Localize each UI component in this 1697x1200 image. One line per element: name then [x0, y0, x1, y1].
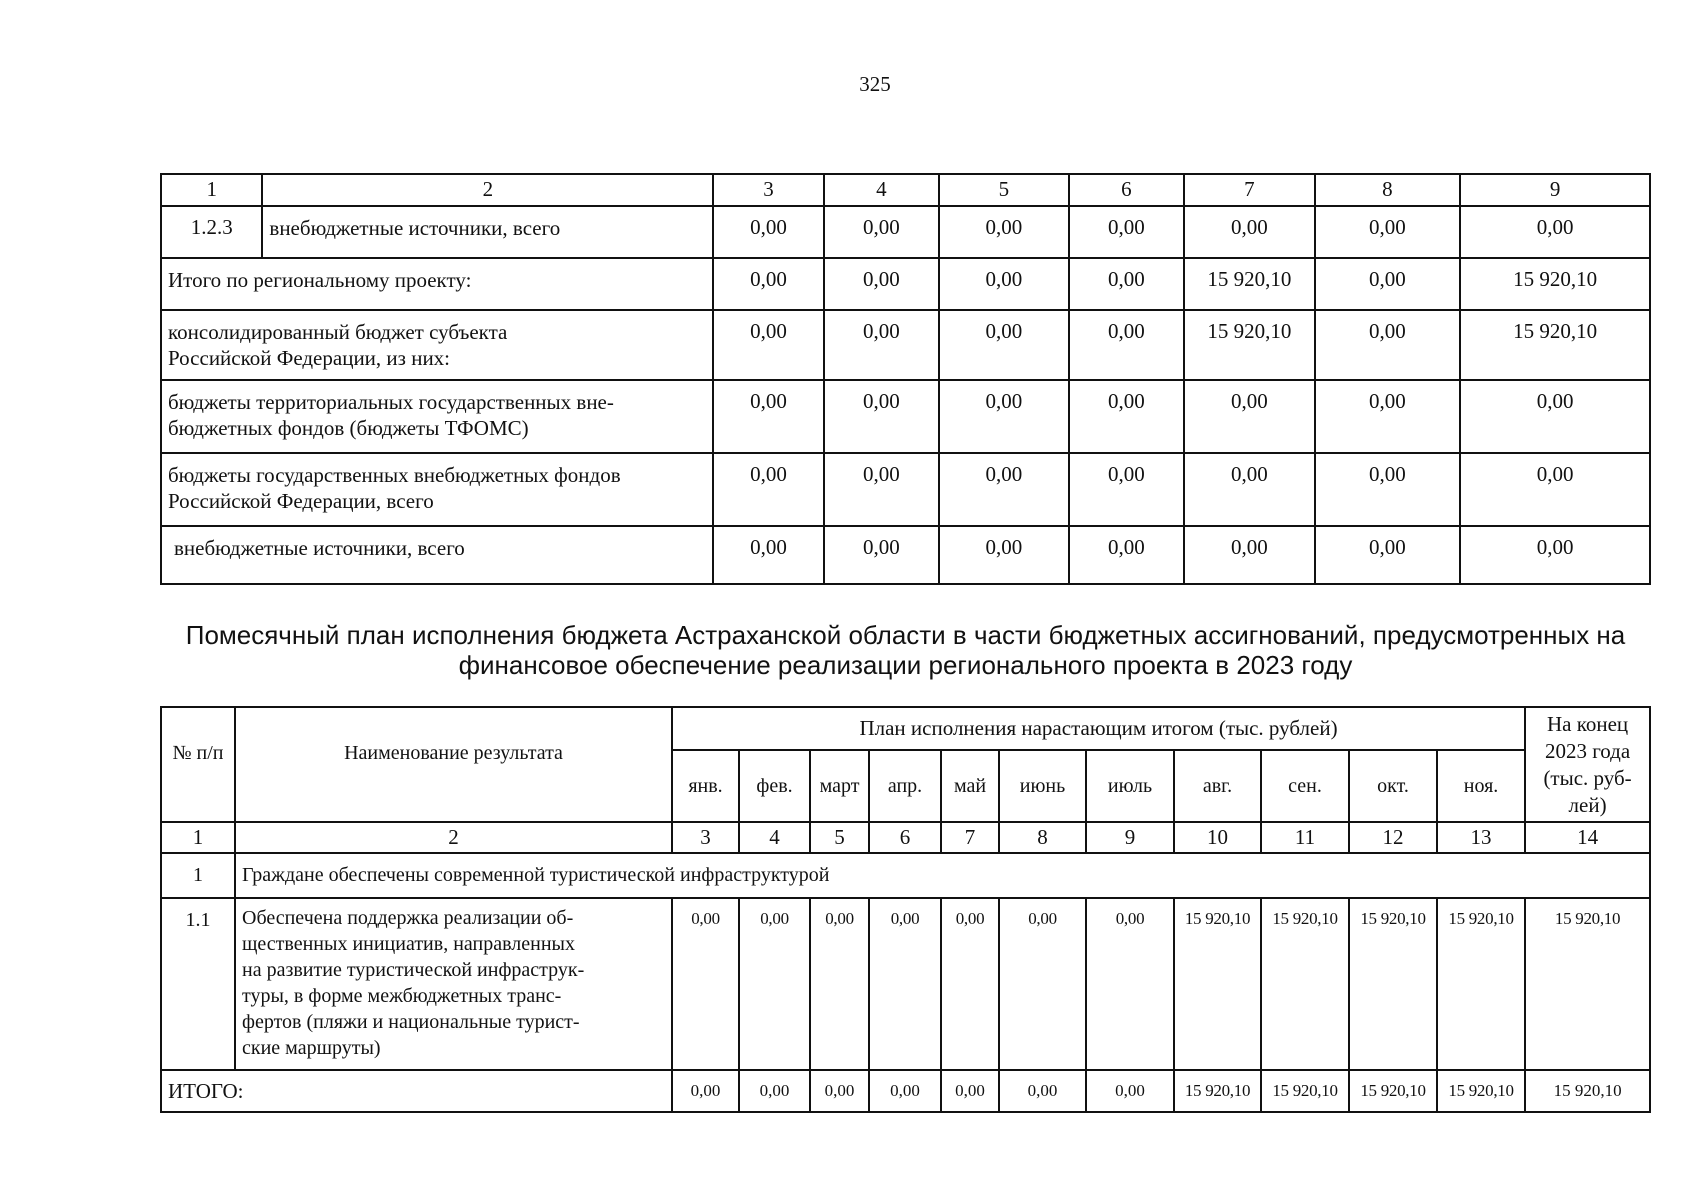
value-cell: 0,00	[1086, 898, 1174, 1070]
col-number: 1	[161, 174, 262, 206]
month-sep: сен.	[1261, 750, 1349, 822]
value-cell: 0,00	[713, 526, 823, 584]
col-number: 4	[739, 822, 810, 853]
value-cell: 15 920,10	[1184, 310, 1315, 380]
value-cell: 15 920,10	[1261, 898, 1349, 1070]
section-title-line: финансовое обеспечение реализации регионального проекта в 2023 году	[458, 650, 1353, 680]
value-cell: 0,00	[1069, 526, 1184, 584]
month-jan: янв.	[672, 750, 739, 822]
value-cell: 0,00	[713, 380, 823, 453]
value-cell: 0,00	[999, 898, 1086, 1070]
value-cell: 0,00	[824, 258, 939, 310]
value-cell: 0,00	[810, 898, 869, 1070]
value-cell: 0,00	[1460, 380, 1650, 453]
col-number: 6	[1069, 174, 1184, 206]
page-number: 325	[859, 72, 891, 96]
label-line: щественных инициатив, направленных	[242, 933, 575, 955]
label-line: бюджеты государственных внебюджетных фондов	[168, 463, 621, 487]
value-cell: 15 920,10	[1525, 898, 1650, 1070]
value-cell: 0,00	[1315, 453, 1461, 526]
budget-summary-table	[160, 173, 1651, 585]
value-cell: 0,00	[1315, 526, 1461, 584]
col-number: 1	[161, 822, 235, 853]
total-row	[161, 1070, 1650, 1112]
value-cell: 0,00	[810, 1070, 869, 1112]
value-cell: 0,00	[1460, 526, 1650, 584]
value-cell: 0,00	[939, 206, 1069, 258]
value-cell: 0,00	[1315, 258, 1461, 310]
col-number: 6	[869, 822, 941, 853]
value-cell: 0,00	[1460, 453, 1650, 526]
month-apr: апр.	[869, 750, 941, 822]
row-number: 1.2.3	[161, 206, 262, 258]
value-cell: 0,00	[1184, 206, 1315, 258]
col-number: 14	[1525, 822, 1650, 853]
col-number: 7	[941, 822, 999, 853]
value-cell: 0,00	[1184, 526, 1315, 584]
value-cell: 0,00	[869, 1070, 941, 1112]
value-cell: 15 920,10	[1184, 258, 1315, 310]
row-label	[161, 453, 713, 526]
value-cell: 0,00	[1315, 206, 1461, 258]
header-line: 2023 года	[1544, 738, 1631, 763]
value-cell: 0,00	[1184, 453, 1315, 526]
table-row	[161, 258, 1650, 310]
group-row	[161, 853, 1650, 898]
col-number: 9	[1086, 822, 1174, 853]
value-cell: 0,00	[939, 526, 1069, 584]
value-cell: 0,00	[1069, 310, 1184, 380]
result-label	[235, 898, 672, 1070]
header-end-of-year	[1525, 707, 1650, 822]
label-line: Российской Федерации, всего	[168, 489, 434, 513]
value-cell: 15 920,10	[1261, 1070, 1349, 1112]
value-cell: 0,00	[1460, 206, 1650, 258]
header-line: На конец	[1546, 711, 1629, 736]
col-number: 11	[1261, 822, 1349, 853]
value-cell: 0,00	[941, 898, 999, 1070]
value-cell: 0,00	[713, 206, 823, 258]
value-cell: 0,00	[999, 1070, 1086, 1112]
value-cell: 15 920,10	[1174, 1070, 1261, 1112]
value-cell: 0,00	[739, 1070, 810, 1112]
month-oct: окт.	[1349, 750, 1437, 822]
table-row	[161, 206, 1650, 258]
col-number: 4	[824, 174, 939, 206]
value-cell: 15 920,10	[1174, 898, 1261, 1070]
col-number: 2	[262, 174, 713, 206]
col-number: 13	[1437, 822, 1525, 853]
value-cell: 15 920,10	[1460, 258, 1650, 310]
label-line: на развитие туристической инфраструк-	[242, 959, 585, 981]
col-number: 3	[672, 822, 739, 853]
col-number: 12	[1349, 822, 1437, 853]
month-nov: ноя.	[1437, 750, 1525, 822]
result-row	[161, 898, 1650, 1070]
value-cell: 0,00	[824, 380, 939, 453]
section-title-line: Помесячный план исполнения бюджета Астраханской области в части бюджетных ассигнований, предусмотренных на	[185, 620, 1626, 650]
row-label	[161, 310, 713, 380]
table-row	[161, 526, 1650, 584]
header-row	[161, 707, 1650, 750]
value-cell: 0,00	[1315, 380, 1461, 453]
monthly-plan-table	[160, 706, 1651, 1113]
value-cell: 0,00	[713, 310, 823, 380]
group-label: Граждане обеспечены современной туристической инфраструктурой	[235, 853, 1650, 898]
value-cell: 0,00	[824, 526, 939, 584]
label-line: Обеспечена поддержка реализации об-	[242, 907, 574, 929]
header-result-name: Наименование результата	[235, 707, 672, 822]
month-may: май	[941, 750, 999, 822]
row-label: внебюджетные источники, всего	[161, 526, 713, 584]
month-mar: март	[810, 750, 869, 822]
header-line: лей)	[1568, 792, 1607, 817]
table-row	[161, 310, 1650, 380]
value-cell: 0,00	[713, 453, 823, 526]
value-cell: 0,00	[1069, 380, 1184, 453]
value-cell: 0,00	[939, 258, 1069, 310]
value-cell: 0,00	[1069, 206, 1184, 258]
table-row	[161, 380, 1650, 453]
value-cell: 15 920,10	[1349, 1070, 1437, 1112]
value-cell: 15 920,10	[1525, 1070, 1650, 1112]
section-title	[160, 620, 1651, 680]
col-number: 9	[1460, 174, 1650, 206]
header-line: (тыс. руб-	[1543, 765, 1632, 790]
value-cell: 0,00	[672, 898, 739, 1070]
value-cell: 0,00	[1184, 380, 1315, 453]
month-jun: июнь	[999, 750, 1086, 822]
value-cell: 0,00	[1069, 453, 1184, 526]
col-number: 2	[235, 822, 672, 853]
col-number: 10	[1174, 822, 1261, 853]
value-cell: 0,00	[824, 453, 939, 526]
label-line: фертов (пляжи и национальные турист-	[242, 1011, 580, 1033]
header-num: № п/п	[161, 707, 235, 822]
column-number-row	[161, 174, 1650, 206]
label-line: ские маршруты)	[242, 1037, 381, 1059]
row-label	[161, 380, 713, 453]
col-number: 3	[713, 174, 823, 206]
col-number: 8	[999, 822, 1086, 853]
label-line: туры, в форме межбюджетных транс-	[242, 985, 562, 1007]
row-label: Итого по региональному проекту:	[161, 258, 713, 310]
month-jul: июль	[1086, 750, 1174, 822]
label-line: бюджетных фондов (бюджеты ТФОМС)	[168, 416, 529, 440]
value-cell: 15 920,10	[1349, 898, 1437, 1070]
row-label: внебюджетные источники, всего	[262, 206, 713, 258]
value-cell: 0,00	[713, 258, 823, 310]
value-cell: 0,00	[739, 898, 810, 1070]
value-cell: 0,00	[824, 310, 939, 380]
col-number: 5	[939, 174, 1069, 206]
value-cell: 15 920,10	[1437, 898, 1525, 1070]
table-row	[161, 453, 1650, 526]
column-number-row	[161, 822, 1650, 853]
total-label: ИТОГО:	[161, 1070, 672, 1112]
value-cell: 0,00	[1315, 310, 1461, 380]
result-number: 1.1	[161, 898, 235, 1070]
month-aug: авг.	[1174, 750, 1261, 822]
col-number: 5	[810, 822, 869, 853]
header-plan: План исполнения нарастающим итогом (тыс. рублей)	[672, 707, 1525, 750]
value-cell: 0,00	[672, 1070, 739, 1112]
value-cell: 0,00	[1086, 1070, 1174, 1112]
value-cell: 0,00	[939, 380, 1069, 453]
value-cell: 15 920,10	[1460, 310, 1650, 380]
value-cell: 0,00	[941, 1070, 999, 1112]
value-cell: 0,00	[939, 310, 1069, 380]
value-cell: 0,00	[939, 453, 1069, 526]
label-line: Российской Федерации, из них:	[168, 346, 451, 370]
value-cell: 0,00	[1069, 258, 1184, 310]
value-cell: 0,00	[869, 898, 941, 1070]
label-line: консолидированный бюджет субъекта	[168, 320, 508, 344]
col-number: 8	[1315, 174, 1461, 206]
col-number: 7	[1184, 174, 1315, 206]
value-cell: 0,00	[824, 206, 939, 258]
value-cell: 15 920,10	[1437, 1070, 1525, 1112]
label-line: бюджеты территориальных государственных вне-	[168, 390, 614, 414]
group-number: 1	[161, 853, 235, 898]
month-feb: фев.	[739, 750, 810, 822]
